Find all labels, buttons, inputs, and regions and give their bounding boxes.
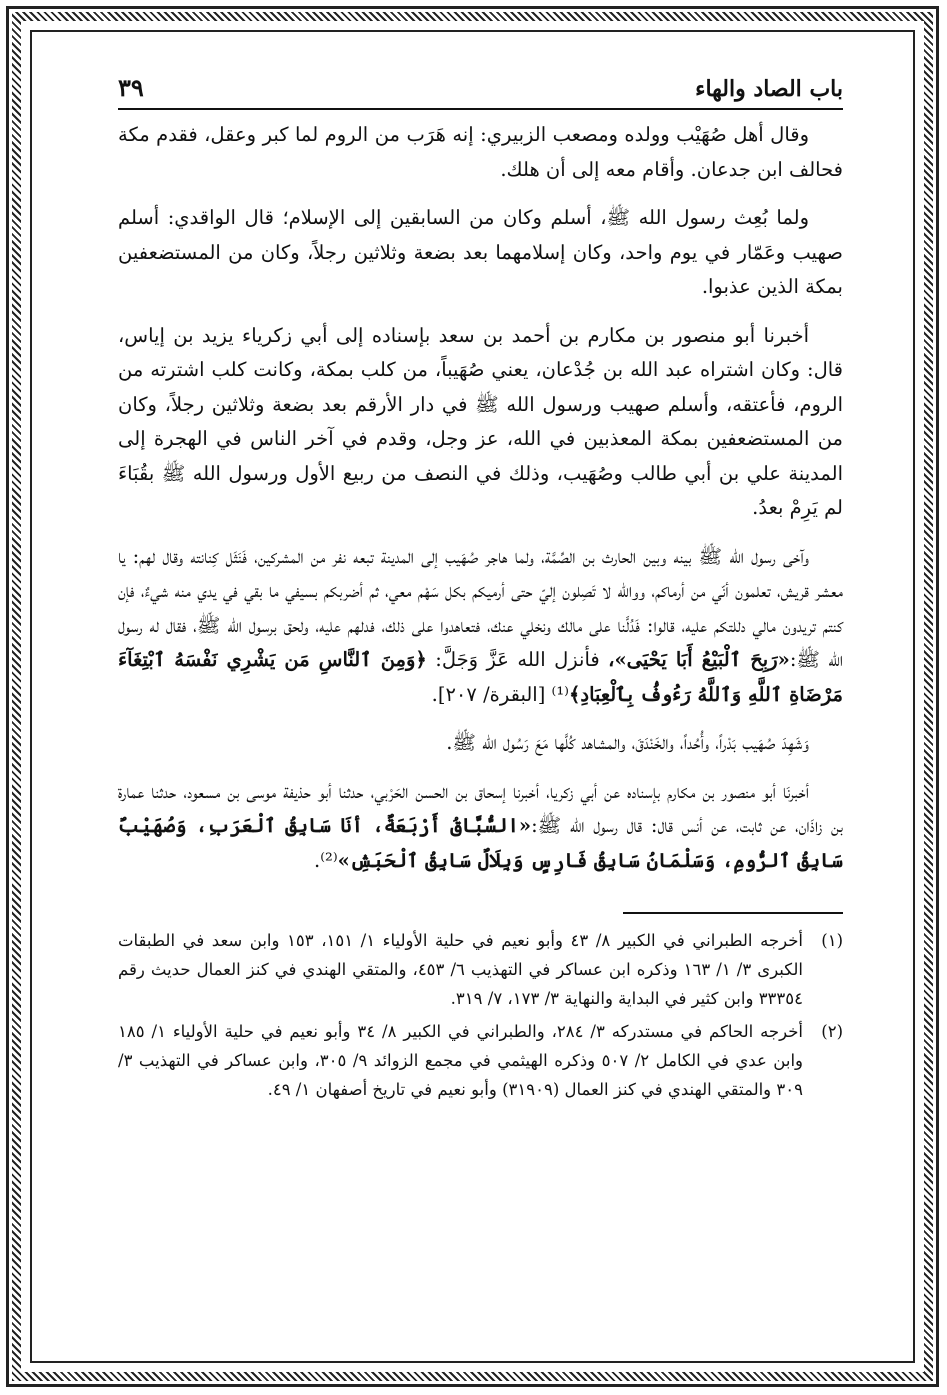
hadith-quote-2: «السُّبَّاقُ أَرْبَعَةٌ، أنَا سَابِقُ ٱلْعَرَبِ، وَصُهَيْبٌ سَابِقُ ٱلرُّومِ، وَسَلْمَانُ سَابِقُ فَارِسٍ وَبِلَالٌ سَابِقُ ٱلْحَبَشِ» [118,814,843,872]
running-header [118,60,843,110]
footnote-text: أخرجه الحاكم في مستدركه ٣/ ٢٨٤، والطبراني في الكبير ٨/ ٣٤ وأبو نعيم في حلية الأولياء ١/ ١٨٥ وابن عدي في الكامل ٢/ ٥٠٧ وذكره الهيثمي في مجمع الزوائد ٩/ ٣٠٥، وابن عساكر في التهذيب ٣/ ٣٠٩ والمتقي الهندي في كنز العمال (٣١٩٠٩) وأبو نعيم في تاريخ أصفهان ١/ ٤٩. [118,1022,804,1099]
footnote-divider [623,912,843,914]
paragraph-4-text: وآخى رسول الله ﷺ بينه وبين الحارث بن الصِّمَّة، ولما هاجر صُهَيب إلى المدينة تبعه نفر من المشركين، فَنَثَل كِنانته وقال لهم: يا معشر قريش، تعلمون أنّي من أرماكم، ووالله لا تَصِلون إليّ حتى أرميكم بكل سَهْم معي، ثم أضربكم بسيفي ما بقي في يدي منه شيءٌ، فإن كنتم تريدون مالي دللتكم عليه، قالوا: فَدُلَّنا على مالك ونخلي عنك، فتعاهدوا على ذلك، فدلهم عليه، ولحق برسول الله ﷺ، فقال له رسول الله ﷺ: [118,544,843,671]
paragraph-4-mid: فأنزل الله عَزَّ وَجَلَّ: [426,648,609,671]
hadith-quote: «رَبِحَ ٱلْبَيْعُ أَبَا يَحْيَى»، [608,648,790,671]
footnote-2 [118,1017,843,1104]
chapter-title: باب الصاد والهاء [695,76,843,102]
footnote-number: (٢) [821,1022,843,1041]
footnote-text: أخرجه الطبراني في الكبير ٨/ ٤٣ وأبو نعيم في حلية الأولياء ١/ ١٥١، ١٥٣ وابن سعد في الطبقات الكبرى ٣/ ١/ ١٦٣ وذكره ابن عساكر في التهذيب ٦/ ٤٥٣، والمتقي الهندي في كنز العمال حديث رقم ٣٣٣٥٤ وابن كثير في البداية والنهاية ٣/ ١٧٣، ٧/ ٣١٩. [118,931,804,1008]
paragraph-3: أخبرنا أبو منصور بن مكارم بن أحمد بن سعد بإسناده إلى أبي زكرياء يزيد بن إياس، قال: وكان اشتراه عبد الله بن جُدْعان، يعني صُهَيباً، من كلب بمكة، وكانت كلب اشترته من الروم، فأعتقه، وأسلم صهيب ورسول الله ﷺ في دار الأرقم بعد بضعة وثلاثين رجلاً، وكان من المستضعفين بمكة المعذبين في الله، عز وجل، وقدم في آخر الناس في الهجرة إلى المدينة علي بن أبي طالب وصُهَيب، وذلك في النصف من ربيع الأول ورسول الله ﷺ بقُبَاءَ لم يَرِمْ بعدُ. [118,323,843,519]
page-content [118,60,843,1108]
footnote-1 [118,926,843,1013]
main-text [118,118,843,878]
page-number: ٣٩ [118,73,144,102]
quran-verse: ﴿وَمِنَ ٱلنَّاسِ مَن يَشْرِي نَفْسَهُ ٱبْتِغَآءَ مَرْضَاةِ ٱللَّهِ وَٱللَّهُ رَءُوفُۢ بِٱلْعِبَادِ﴾ [118,648,843,706]
paragraph-5: وَشَهِدَ صُهَيب بَدْراً، وأُحُداً، والخَنْدَقَ، والمشاهد كُلَّها مَعَ رَسُول الله ﷺ. [446,731,809,754]
paragraph-6-text: أخبرنَا أبو منصور بن مكارم بإسناده عن أبي زكريا، أخبرنا إسحاق بن الحسن الحَرْبي، حدثنا أبو حذيفة موسى بن مسعود، حدثنا عمارة بن زاذَان، عن ثابت، عن أنس قال: قال رسول الله ﷺ: [118,779,843,837]
footnotes [118,926,843,1104]
paragraph-1: وقال أهل صُهَيْب وولده ومصعب الزبيري: إنه هَرَب من الروم لما كبر وعقل، فقدم مكة فحالف ابن جدعان. وأقام معه إلى أن هلك. [118,123,843,181]
paragraph-6 [118,775,843,879]
paragraph-6-tail: ⁽²⁾. [314,848,338,872]
paragraph-4 [118,540,843,713]
paragraph-2: ولما بُعِث رسول الله ﷺ، أسلم وكان من السابقين إلى الإسلام؛ قال الواقدي: أسلم صهيب وعَمّار في يوم واحد، وكان إسلامهما بعد بضعة وثلاثين رجلاً، وكان من المستضعفين بمكة الذين عذبوا. [118,206,843,298]
paragraph-4-tail: ⁽¹⁾ [البقرة/ ٢٠٧]. [431,682,569,706]
footnote-number: (١) [821,931,843,950]
